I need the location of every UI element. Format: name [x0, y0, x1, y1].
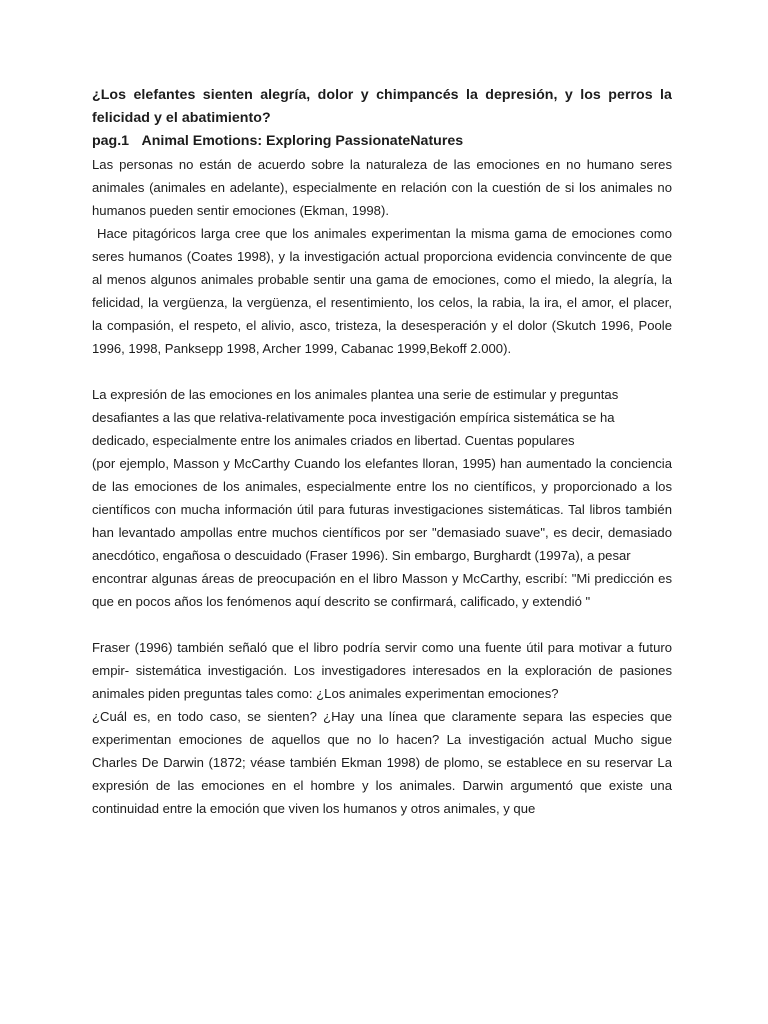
book-title: Animal Emotions: Exploring PassionateNatures — [141, 133, 464, 149]
document-title: ¿Los elefantes sienten alegría, dolor y chimpancés la depresión, y los perros la felicidad y el abatimiento? — [92, 87, 672, 126]
page-label: pag.1 — [92, 133, 130, 149]
paragraph-gap — [92, 613, 672, 636]
document-page — [92, 84, 676, 820]
paragraph-2: Hace pitagóricos larga cree que los animales experimentan la misma gama de emociones como seres humanos (Coates 1998), y la investigación actual proporciona evidencia convincente de que al menos algunos animales probable sentir una gama de emociones, como el miedo, la alegría, la felicidad, la vergüenza, la vergüenza, el resentimiento, los celos, la rabia, la ira, el amor, el placer, la compasión, el respeto, el alivio, asco, tristeza, la desesperación y el dolor (Skutch 1996, Poole 1996, 1998, Panksepp 1998, Archer 1999, Cabanac 1999,Bekoff 2.000). — [92, 226, 676, 356]
document-subtitle — [92, 130, 672, 153]
paragraph-gap — [92, 360, 672, 383]
paragraph-7: ¿Cuál es, en todo caso, se sienten? ¿Hay una línea que claramente separa las especies que experimentan emociones de aquellos que no lo hacen? La investigación actual Mucho sigue Charles De Darwin (1872; véase también Ekman 1998) de plomo, se establece en su reservar La expresión de las emociones en el hombre y los animales. Darwin argumentó que existe una continuidad entre la emoción que viven los humanos y otros animales, y que — [92, 709, 672, 816]
paragraph-3: La expresión de las emociones en los animales plantea una serie de estimular y preguntas desafiantes a las que relativa-relativamente poca investigación empírica sistemática se ha dedicado, especialmente entre los animales criados en libertad. Cuentas populares — [92, 387, 619, 448]
paragraph-1: Las personas no están de acuerdo sobre la naturaleza de las emociones en no humano seres animales (animales en adelante), especialmente en relación con la cuestión de si los animales no humanos pueden sentir emociones (Ekman, 1998). — [92, 157, 672, 218]
paragraph-6: Fraser (1996) también señaló que el libro podría servir como una fuente útil para motivar a futuro empir- sistemática investigación. Los investigadores interesados en la exploración de pasiones animales piden preguntas tales como: ¿Los animales experimentan emociones? — [92, 640, 672, 701]
paragraph-5: encontrar algunas áreas de preocupación en el libro Masson y McCarthy, escribí: "Mi predicción es que en pocos años los fenómenos aquí descrito se confirmará, calificado, y extendió " — [92, 571, 672, 609]
paragraph-4: (por ejemplo, Masson y McCarthy Cuando los elefantes lloran, 1995) han aumentado la conciencia de las emociones de los animales, especialmente entre los no científicos, y proporcionado a los científicos con mucha información útil para futuras investigaciones sistemáticas. Tal libros también han levantado ampollas entre muchos científicos por ser "demasiado suave", es decir, demasiado anecdótico, engañosa o descuidado (Fraser 1996). Sin embargo, Burghardt (1997a), a pesar — [92, 456, 672, 563]
